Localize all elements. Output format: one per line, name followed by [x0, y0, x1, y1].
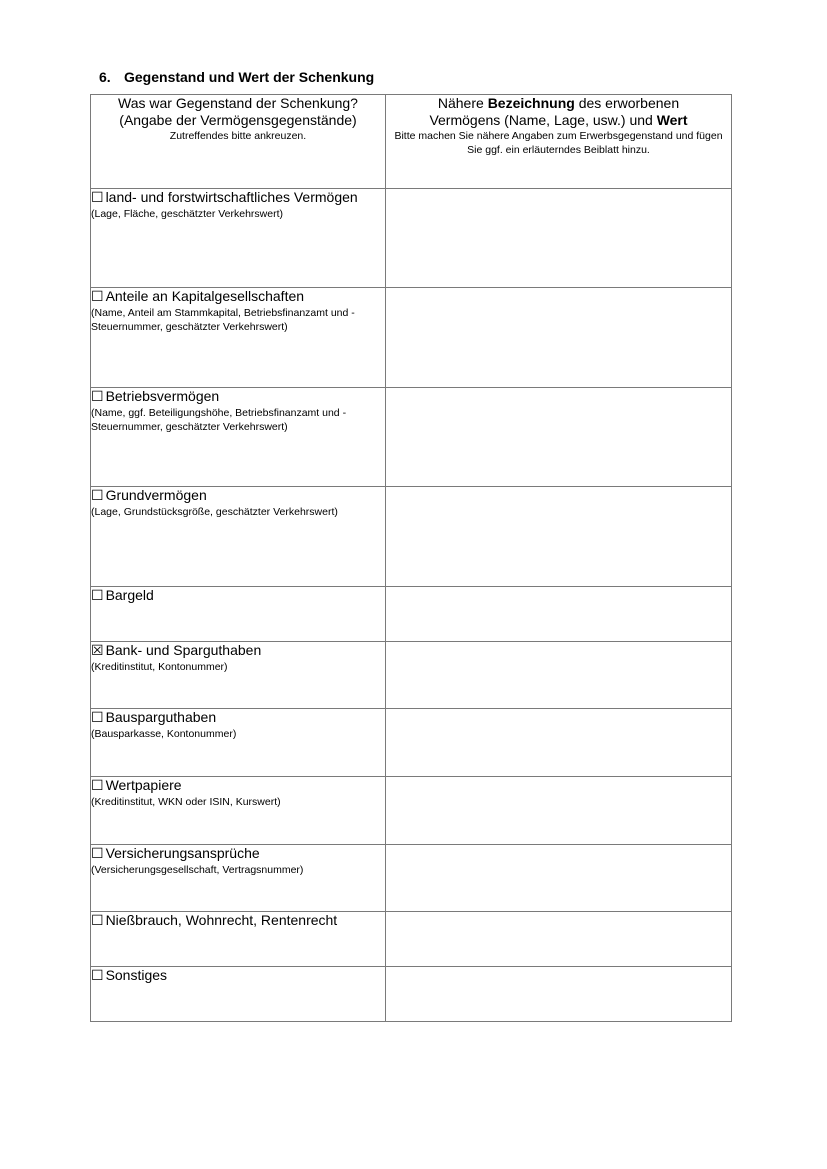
header-right-note: Bitte machen Sie nähere Angaben zum Erwerbsgegenstand und fügen Sie ggf. ein erläuterndes Beiblatt hinzu. [394, 130, 723, 156]
asset-type-cell [91, 288, 386, 388]
asset-type-note: (Name, ggf. Beteiligungshöhe, Betriebsfinanzamt und -Steuernummer, geschätzter Verkehrswert) [91, 407, 347, 433]
asset-type-cell [91, 388, 386, 487]
table-row [91, 642, 732, 709]
asset-type-label: land- und forstwirtschaftliches Vermögen [105, 189, 358, 205]
gift-assets-table [90, 94, 732, 1022]
table-row [91, 288, 732, 388]
asset-description-field[interactable] [386, 642, 732, 709]
checkbox[interactable]: ☐ [91, 845, 104, 861]
asset-type-label: Nießbrauch, Wohnrecht, Rentenrecht [105, 912, 338, 928]
header-left-title: Was war Gegenstand der Schenkung? [118, 95, 358, 111]
asset-type-cell [91, 189, 386, 288]
table-row [91, 777, 732, 845]
table-row [91, 967, 732, 1022]
header-left-cell [91, 95, 386, 189]
header-left-note: Zutreffendes bitte ankreuzen. [169, 130, 307, 142]
asset-type-note: (Kreditinstitut, WKN oder ISIN, Kurswert) [91, 796, 281, 808]
asset-type-note: (Kreditinstitut, Kontonummer) [91, 661, 228, 673]
header-right-subtitle: Vermögens (Name, Lage, usw.) und Wert [429, 112, 688, 128]
checkbox[interactable]: ☐ [91, 587, 104, 603]
header-right-title: Nähere Bezeichnung des erworbenen [437, 95, 680, 111]
table-row [91, 845, 732, 912]
asset-type-cell [91, 487, 386, 587]
checkbox-checked[interactable]: ☒ [91, 642, 104, 658]
asset-type-label: Wertpapiere [105, 777, 182, 793]
asset-type-note: (Lage, Grundstücksgröße, geschätzter Verkehrswert) [91, 506, 338, 518]
asset-type-cell [91, 587, 386, 642]
asset-description-field[interactable] [386, 189, 732, 288]
section-number: 6. [99, 69, 111, 85]
asset-type-cell [91, 912, 386, 967]
checkbox[interactable]: ☐ [91, 967, 104, 983]
table-row [91, 189, 732, 288]
asset-type-label: Bausparguthaben [105, 709, 217, 725]
asset-description-field[interactable] [386, 587, 732, 642]
table-row [91, 388, 732, 487]
asset-description-field[interactable] [386, 388, 732, 487]
asset-type-label: Anteile an Kapitalgesellschaften [105, 288, 305, 304]
checkbox[interactable]: ☐ [91, 777, 104, 793]
asset-description-field[interactable] [386, 709, 732, 777]
section-title-text: Gegenstand und Wert der Schenkung [124, 69, 375, 85]
asset-description-field[interactable] [386, 777, 732, 845]
asset-type-note: (Name, Anteil am Stammkapital, Betriebsfinanzamt und -Steuernummer, geschätzter Verkehrswert) [91, 307, 355, 333]
table-row [91, 912, 732, 967]
asset-type-note: (Versicherungsgesellschaft, Vertragsnummer) [91, 864, 304, 876]
asset-type-label: Versicherungsansprüche [105, 845, 260, 861]
checkbox[interactable]: ☐ [91, 388, 104, 404]
asset-description-field[interactable] [386, 845, 732, 912]
table-row [91, 709, 732, 777]
header-left-subtitle: (Angabe der Vermögensgegenstände) [119, 112, 357, 128]
asset-type-note: (Bausparkasse, Kontonummer) [91, 728, 237, 740]
checkbox[interactable]: ☐ [91, 487, 104, 503]
asset-type-label: Sonstiges [105, 967, 168, 983]
asset-type-cell [91, 642, 386, 709]
header-right-cell [386, 95, 732, 189]
asset-description-field[interactable] [386, 967, 732, 1022]
table-row [91, 587, 732, 642]
asset-type-label: Betriebsvermögen [105, 388, 220, 404]
asset-type-cell [91, 777, 386, 845]
header-row [91, 95, 732, 189]
asset-description-field[interactable] [386, 288, 732, 388]
section-title [99, 69, 374, 85]
asset-type-note: (Lage, Fläche, geschätzter Verkehrswert) [91, 208, 284, 220]
asset-description-field[interactable] [386, 487, 732, 587]
asset-type-label: Bank- und Sparguthaben [105, 642, 262, 658]
checkbox[interactable]: ☐ [91, 189, 104, 205]
asset-type-label: Bargeld [105, 587, 154, 603]
asset-type-cell [91, 845, 386, 912]
checkbox[interactable]: ☐ [91, 709, 104, 725]
asset-type-cell [91, 967, 386, 1022]
table-row [91, 487, 732, 587]
checkbox[interactable]: ☐ [91, 912, 104, 928]
checkbox[interactable]: ☐ [91, 288, 104, 304]
asset-type-label: Grundvermögen [105, 487, 207, 503]
asset-description-field[interactable] [386, 912, 732, 967]
asset-type-cell [91, 709, 386, 777]
